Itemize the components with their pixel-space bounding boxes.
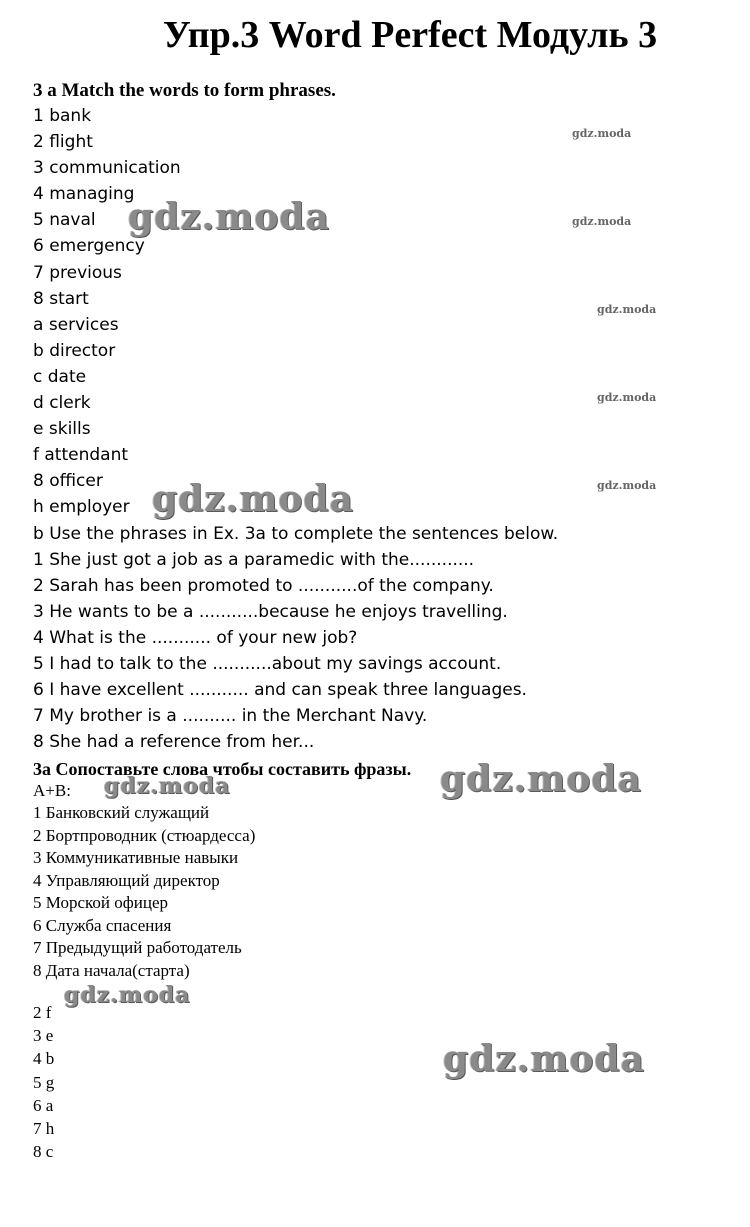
answer-item: 3 e (33, 1026, 54, 1046)
translation-item: 6 Служба спасения (33, 915, 172, 935)
translation-item: 1 Банковский служащий (33, 803, 210, 822)
watermark: gdz.moda (572, 127, 632, 140)
watermark: gdz.moda (440, 758, 642, 800)
word-item: 4 managing (33, 184, 135, 205)
watermark: gdz.moda (597, 479, 657, 492)
ending-item: e skills (33, 419, 91, 440)
ending-item: b director (33, 340, 116, 361)
task-b-heading: b Use the phrases in Ex. 3a to complete the sentences below. (33, 523, 559, 544)
word-item: 7 previous (33, 262, 122, 283)
page-title: Упр.3 Word Perfect Модуль 3 (162, 14, 658, 56)
ending-item: a services (33, 314, 119, 335)
ending-item: d clerk (33, 393, 91, 414)
answer-item: 4 b (33, 1049, 55, 1069)
answer-item: 5 g (33, 1072, 55, 1092)
word-item: 8 start (33, 288, 89, 309)
sentence-item: 8 She had a reference from her... (33, 732, 315, 753)
word-item: 3 communication (33, 158, 181, 179)
ending-item: f attendant (33, 445, 129, 466)
sentence-item: 1 She just got a job as a paramedic with the............ (33, 549, 475, 570)
translation-item: 8 Дата начала(старта) (33, 960, 190, 980)
watermark: gdz.moda (64, 982, 191, 1008)
translation-item: 3 Коммуникативные навыки (33, 848, 239, 867)
ending-item: h employer (33, 497, 130, 518)
translation-item: 4 Управляющий директор (33, 870, 220, 890)
watermark: gdz.moda (152, 478, 354, 520)
russian-translation-list (33, 802, 255, 982)
ending-item: 8 officer (33, 471, 103, 492)
watermark: gdz.moda (597, 303, 657, 316)
word-item: 2 flight (33, 132, 93, 153)
russian-heading: 3a Сопоставьте слова чтобы составить фразы. (33, 759, 412, 779)
sentence-item: 4 What is the ........... of your new job? (33, 627, 358, 648)
sentence-item: 6 I have excellent ........... and can speak three languages. (33, 680, 527, 701)
answer-list (33, 1001, 54, 1163)
answer-item: 2 f (33, 1003, 52, 1022)
sentence-item: 3 He wants to be a ...........because he enjoys travelling. (33, 601, 508, 622)
word-item: 5 naval (33, 210, 96, 231)
ending-item: c date (33, 366, 87, 387)
answer-item: 6 a (33, 1095, 54, 1115)
sentence-item: 2 Sarah has been promoted to ...........of the company. (33, 575, 494, 596)
sentence-item: 5 I had to talk to the ...........about my savings account. (33, 653, 502, 674)
ab-label: A+B: (33, 781, 71, 800)
translation-item: 2 Бортпроводник (стюардесса) (33, 825, 256, 845)
answer-item: 7 h (33, 1118, 55, 1138)
sentence-item: 7 My brother is a .......... in the Merchant Navy. (33, 706, 428, 727)
watermark: gdz.moda (128, 196, 330, 238)
watermark: gdz.moda (597, 391, 657, 404)
task-a-heading: 3 a Match the words to form phrases. (33, 80, 336, 101)
translation-item: 5 Морской офицер (33, 893, 168, 912)
watermark: gdz.moda (572, 215, 632, 228)
word-item: 1 bank (33, 106, 92, 126)
watermark: gdz.moda (443, 1038, 645, 1080)
translation-item: 7 Предыдущий работодатель (33, 938, 242, 957)
watermark: gdz.moda (104, 773, 231, 799)
answer-item: 8 c (33, 1142, 54, 1162)
word-item: 6 emergency (33, 236, 145, 257)
